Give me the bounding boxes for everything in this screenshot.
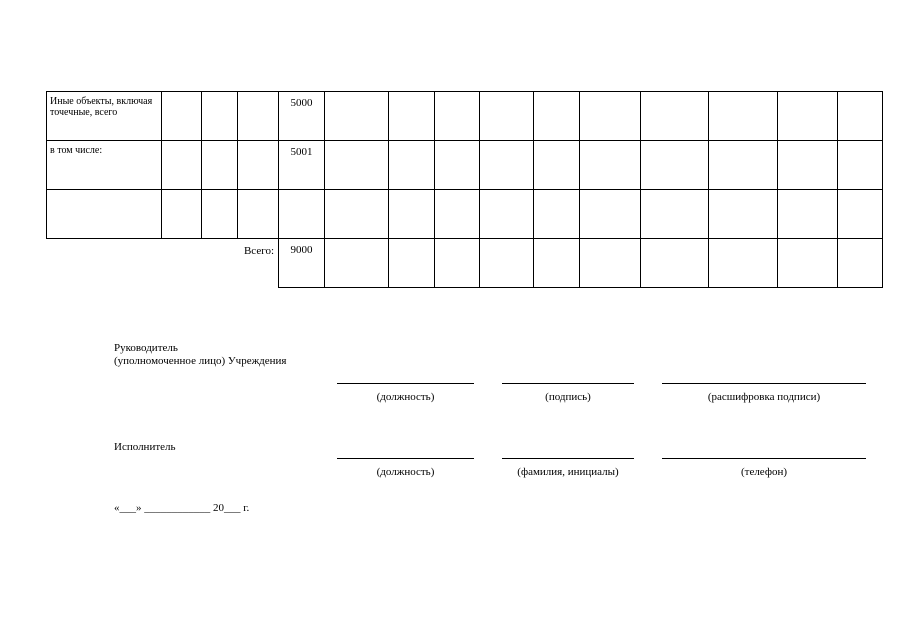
- table-cell: [325, 92, 389, 141]
- table-cell: [641, 190, 709, 239]
- row-code: 5001: [279, 141, 325, 190]
- table-cell: [480, 190, 534, 239]
- table-cell: [709, 239, 778, 288]
- total-code: 9000: [279, 239, 325, 288]
- table-cell: [534, 239, 580, 288]
- table-cell: [162, 190, 202, 239]
- table-cell: [389, 92, 435, 141]
- executor-title: Исполнитель: [114, 441, 176, 453]
- data-table: [46, 91, 883, 288]
- table-cell: [162, 92, 202, 141]
- table-cell: [435, 239, 480, 288]
- executor-name-line: [502, 458, 634, 459]
- table-cell: [778, 190, 838, 239]
- table-cell: [480, 92, 534, 141]
- table-cell: [778, 92, 838, 141]
- row-label: [47, 190, 162, 239]
- head-position-caption: (должность): [376, 391, 435, 403]
- table-cell: [641, 239, 709, 288]
- table-cell: [435, 92, 480, 141]
- table-cell: [325, 141, 389, 190]
- table-cell: [325, 190, 389, 239]
- table-cell: [641, 141, 709, 190]
- executor-phone-line: [662, 458, 866, 459]
- table-cell: [534, 141, 580, 190]
- table-cell: [534, 190, 580, 239]
- date-line: «___» ____________ 20___ г.: [114, 502, 250, 514]
- table-cell: [238, 141, 279, 190]
- total-label: Всего:: [47, 239, 279, 288]
- head-signature-line: [502, 383, 634, 384]
- row-code: [279, 190, 325, 239]
- executor-name-caption: (фамилия, инициалы): [517, 466, 619, 478]
- table-cell: [238, 190, 279, 239]
- table-cell: [202, 92, 238, 141]
- table-cell: [389, 190, 435, 239]
- table-cell: [838, 239, 883, 288]
- head-title: [114, 342, 287, 368]
- table-cell: [202, 141, 238, 190]
- row-label: Иные объекты, включая точечные, всего: [47, 92, 162, 141]
- table-cell: [202, 190, 238, 239]
- head-position-line: [337, 383, 474, 384]
- executor-position-line: [337, 458, 474, 459]
- table-cell: [389, 141, 435, 190]
- table-cell: [838, 141, 883, 190]
- table-cell: [580, 141, 641, 190]
- table-cell: [238, 92, 279, 141]
- table-cell: [480, 141, 534, 190]
- table-cell: [534, 92, 580, 141]
- table-cell: [580, 92, 641, 141]
- executor-position-caption: (должность): [376, 466, 435, 478]
- table-cell: [325, 239, 389, 288]
- table-cell: [709, 92, 778, 141]
- table-cell: [709, 190, 778, 239]
- table-cell: [838, 190, 883, 239]
- executor-phone-caption: (телефон): [740, 466, 788, 478]
- table-cell: [778, 141, 838, 190]
- table-cell: [641, 92, 709, 141]
- table-cell: [162, 141, 202, 190]
- table-cell: [838, 92, 883, 141]
- table-cell: [580, 239, 641, 288]
- row-label: в том числе:: [47, 141, 162, 190]
- table-row: [47, 92, 883, 141]
- total-row: [47, 239, 883, 288]
- head-decoding-line: [662, 383, 866, 384]
- head-signature-caption: (подпись): [545, 391, 591, 403]
- table-row: [47, 141, 883, 190]
- table-cell: [389, 239, 435, 288]
- table-cell: [580, 190, 641, 239]
- table-row: [47, 190, 883, 239]
- head-title-line2: (уполномоченное лицо) Учреждения: [114, 355, 287, 367]
- row-code: 5000: [279, 92, 325, 141]
- table-cell: [480, 239, 534, 288]
- table-cell: [435, 190, 480, 239]
- table-cell: [435, 141, 480, 190]
- table-cell: [778, 239, 838, 288]
- table-cell: [709, 141, 778, 190]
- head-title-line1: Руководитель: [114, 342, 178, 354]
- head-decoding-caption: (расшифровка подписи): [707, 391, 821, 403]
